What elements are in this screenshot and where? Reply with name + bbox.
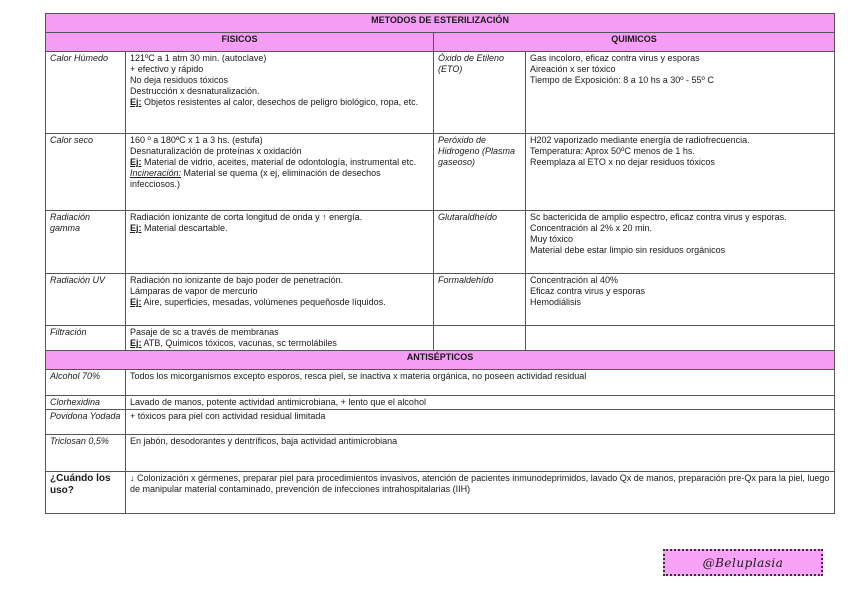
method-line: Sc bactericida de amplio espectro, eficaz contra virus y esporas. bbox=[530, 212, 787, 222]
method-name: Calor seco bbox=[46, 134, 126, 211]
example-label: Ej: bbox=[130, 223, 142, 233]
method-name: Radiación UV bbox=[46, 274, 126, 326]
table-row bbox=[46, 435, 835, 472]
method-name: Formaldehído bbox=[434, 274, 526, 326]
method-line: Aireación x ser tóxico bbox=[530, 64, 616, 74]
method-line: Eficaz contra virus y esporas bbox=[530, 286, 646, 296]
method-name: Glutaraldheído bbox=[434, 211, 526, 274]
example-text: ATB, Quimicos tóxicos, vacunas, sc termolábiles bbox=[141, 338, 337, 348]
example-label: Ej: bbox=[130, 97, 142, 107]
antisepticos-header: ANTISÉPTICOS bbox=[46, 351, 835, 370]
method-line: Pasaje de sc a través de membranas bbox=[130, 327, 279, 337]
method-line: Radiación no ionizante de bajo poder de penetración. bbox=[130, 275, 344, 285]
method-description bbox=[526, 134, 835, 211]
example-label: Ej: bbox=[130, 338, 142, 348]
method-description bbox=[126, 274, 434, 326]
method-line: Radiación ionizante de corta longitud de onda y ↑ energía. bbox=[130, 212, 363, 222]
method-line: 160 º a 180ºC x 1 a 3 hs. (estufa) bbox=[130, 135, 263, 145]
antiseptic-name: Triclosan 0,5% bbox=[46, 435, 126, 472]
method-name: Filtración bbox=[46, 326, 126, 351]
method-line: + efectivo y rápido bbox=[130, 64, 204, 74]
example-line bbox=[130, 223, 429, 234]
method-line: Hemodiálisis bbox=[530, 297, 582, 307]
usage-question: ¿Cuándo los uso? bbox=[46, 472, 126, 514]
method-line: Reemplaza al ETO x no dejar residuos tóxicos bbox=[530, 157, 715, 167]
example-label: Ej: bbox=[130, 157, 142, 167]
table-row bbox=[46, 410, 835, 435]
fisicos-header: FISICOS bbox=[46, 33, 434, 52]
example-text: Aire, superficies, mesadas, volúmenes pequeñosde líquidos. bbox=[141, 297, 386, 307]
antiseptic-description: Todos los micorganismos excepto esporos, resca piel, se inactiva x materia orgánica, no poseen actividad residual bbox=[126, 370, 835, 396]
example-line bbox=[130, 338, 429, 349]
example-text: Material de vidrio, aceites, material de odontología, instrumental etc. bbox=[141, 157, 417, 167]
method-line: Muy tóxico bbox=[530, 234, 574, 244]
example-line bbox=[130, 97, 429, 108]
table-row bbox=[46, 472, 835, 514]
method-name: Óxido de Etileno (ETO) bbox=[434, 52, 526, 134]
usage-description: ↓ Colonización x gérmenes, preparar piel para procedimientos invasivos, atención de pacientes inmunodeprimidos, lavado Qx de manos, preparación pre-Qx para la piel, luego de manipular material contaminado, prevención de infecciones intrahospitalarias (IIH) bbox=[126, 472, 835, 514]
table-row bbox=[46, 370, 835, 396]
method-description bbox=[126, 52, 434, 134]
table-row bbox=[46, 326, 835, 351]
table-row bbox=[46, 396, 835, 410]
method-description bbox=[126, 134, 434, 211]
method-line: H202 vaporizado mediante energía de radiofrecuencia. bbox=[530, 135, 750, 145]
table-row bbox=[46, 274, 835, 326]
example-text: Material descartable. bbox=[141, 223, 228, 233]
method-description bbox=[126, 211, 434, 274]
method-line: Desnaturalización de proteínas x oxidación bbox=[130, 146, 302, 156]
antiseptic-description: Lavado de manos, potente actividad antimicrobiana, + lento que el alcohol bbox=[126, 396, 835, 410]
example-text: Objetos resistentes al calor, desechos de peligro biológico, ropa, etc. bbox=[141, 97, 419, 107]
method-name: Radiación gamma bbox=[46, 211, 126, 274]
method-line: Material debe estar limpio sin residuos orgánicos bbox=[530, 245, 726, 255]
method-name: Calor Húmedo bbox=[46, 52, 126, 134]
antiseptic-name: Clorhexidina bbox=[46, 396, 126, 410]
quimicos-header: QUIMICOS bbox=[434, 33, 835, 52]
method-description bbox=[526, 211, 835, 274]
incineration-text: Material se quema (x ej, eliminación de desechos infecciosos.) bbox=[130, 168, 381, 189]
antiseptic-name: Povidona Yodada bbox=[46, 410, 126, 435]
antiseptic-description: + tóxicos para piel con actividad residual limitada bbox=[126, 410, 835, 435]
method-line: Concentración al 2% x 20 min. bbox=[530, 223, 653, 233]
method-line: 121ºC a 1 atm 30 min. (autoclave) bbox=[130, 53, 267, 63]
antiseptic-description: En jabón, desodorantes y dentríficos, baja actividad antimicrobiana bbox=[126, 435, 835, 472]
method-description bbox=[126, 326, 434, 351]
incineration-label: Incineración: bbox=[130, 168, 182, 178]
method-line: Destrucción x desnaturalización. bbox=[130, 86, 260, 96]
antiseptic-name: Alcohol 70% bbox=[46, 370, 126, 396]
table-title: METODOS DE ESTERILIZACIÓN bbox=[46, 14, 835, 33]
method-description bbox=[526, 274, 835, 326]
example-label: Ej: bbox=[130, 297, 142, 307]
method-line: No deja residuos tóxicos bbox=[130, 75, 229, 85]
method-description bbox=[526, 52, 835, 134]
method-line: Concentración al 40% bbox=[530, 275, 619, 285]
table-row bbox=[46, 52, 835, 134]
empty-cell bbox=[434, 326, 526, 351]
method-line: Lámparas de vapor de mercurio bbox=[130, 286, 258, 296]
sterilization-table bbox=[45, 13, 835, 514]
example-line bbox=[130, 157, 429, 168]
incineration-line bbox=[130, 168, 429, 190]
example-line bbox=[130, 297, 429, 308]
table-row bbox=[46, 134, 835, 211]
method-name: Peróxido de Hidrogeno (Plasma gaseoso) bbox=[434, 134, 526, 211]
table-row bbox=[46, 211, 835, 274]
author-signature: @Beluplasia bbox=[663, 549, 823, 576]
method-line: Tiempo de Exposición: 8 a 10 hs a 30º - 55º C bbox=[530, 75, 714, 85]
method-line: Temperatura: Aprox 50ºC menos de 1 hs. bbox=[530, 146, 695, 156]
empty-cell bbox=[526, 326, 835, 351]
method-line: Gas incoloro, eficaz contra virus y esporas bbox=[530, 53, 700, 63]
